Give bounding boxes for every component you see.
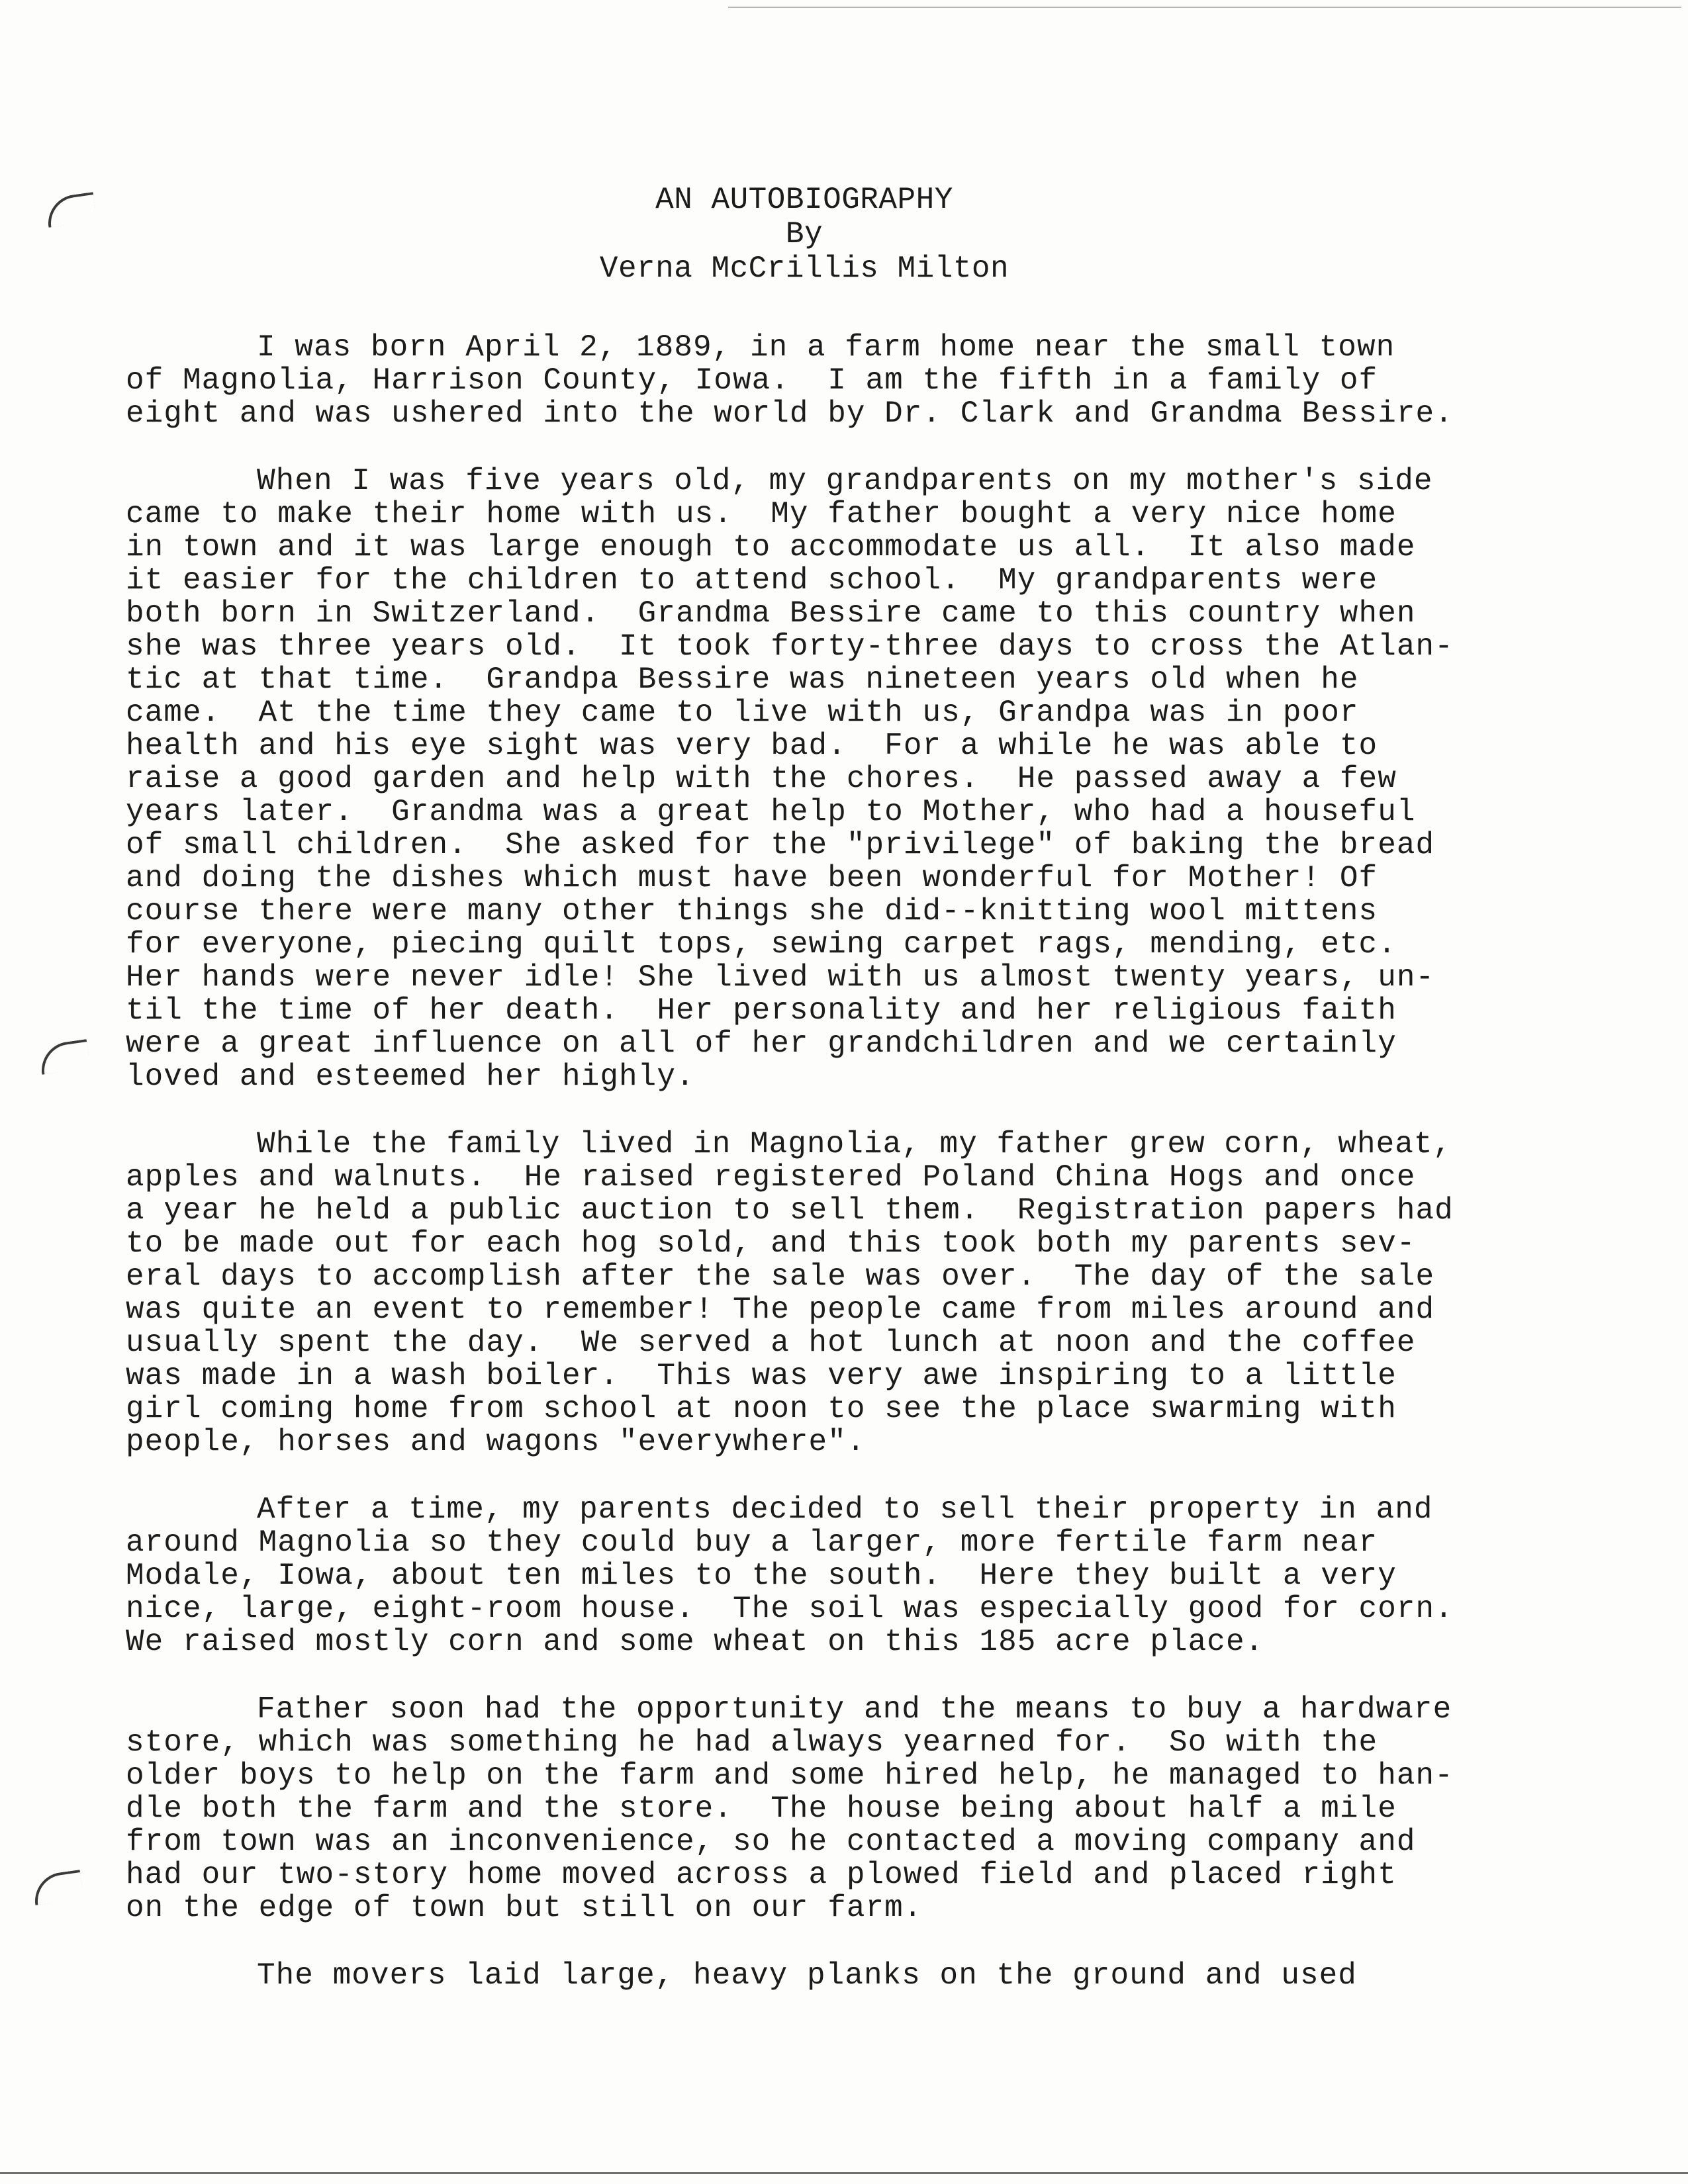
text-line: around Magnolia so they could buy a larger, more fertile farm near xyxy=(126,1525,1378,1560)
text-line: were a great influence on all of her grandchildren and we certainly xyxy=(126,1026,1397,1061)
text-line: While the family lived in Magnolia, my father grew corn, wheat, xyxy=(257,1127,1452,1161)
paragraph xyxy=(126,1959,1529,1992)
text-line: on the edge of town but still on our farm. xyxy=(126,1891,923,1925)
paragraph xyxy=(126,1493,1529,1659)
text-line: raise a good garden and help with the chores. He passed away a few xyxy=(126,762,1397,796)
text-line: dle both the farm and the store. The house being about half a mile xyxy=(126,1792,1397,1826)
byline: By xyxy=(785,217,823,251)
document-body xyxy=(126,331,1529,2026)
text-line: in town and it was large enough to accommodate us all. It also made xyxy=(126,530,1416,565)
text-line: and doing the dishes which must have been wonderful for Mother! Of xyxy=(126,861,1378,895)
author-name: Verna McCrillis Milton xyxy=(599,251,1009,286)
text-line: years later. Grandma was a great help to Mother, who had a houseful xyxy=(126,795,1416,829)
text-line: store, which was something he had always yearned for. So with the xyxy=(126,1725,1378,1760)
text-line: came to make their home with us. My father bought a very nice home xyxy=(126,497,1397,531)
text-line: came. At the time they came to live with us, Grandpa was in poor xyxy=(126,696,1359,730)
text-line: After a time, my parents decided to sell their property in and xyxy=(257,1492,1433,1527)
text-line: both born in Switzerland. Grandma Bessire came to this country when xyxy=(126,596,1416,631)
text-line: usually spent the day. We served a hot lunch at noon and the coffee xyxy=(126,1326,1416,1360)
text-line: apples and walnuts. He raised registered Poland China Hogs and once xyxy=(126,1160,1416,1195)
text-line: course there were many other things she did--knitting wool mittens xyxy=(126,894,1378,929)
text-line: from town was an inconvenience, so he contacted a moving company and xyxy=(126,1825,1416,1859)
text-line: it easier for the children to attend school. My grandparents were xyxy=(126,563,1378,598)
text-line: to be made out for each hog sold, and this took both my parents sev- xyxy=(126,1226,1416,1261)
text-line: tic at that time. Grandpa Bessire was nineteen years old when he xyxy=(126,662,1359,697)
text-line: Father soon had the opportunity and the means to buy a hardware xyxy=(257,1692,1452,1727)
text-line: people, horses and wagons "everywhere". xyxy=(126,1425,866,1459)
margin-mark xyxy=(38,1039,90,1075)
text-line: older boys to help on the farm and some hired help, he managed to han- xyxy=(126,1758,1454,1793)
document-header xyxy=(0,183,1609,286)
text-line: had our two-story home moved across a plowed field and placed right xyxy=(126,1858,1397,1892)
text-line: health and his eye sight was very bad. For a while he was able to xyxy=(126,729,1378,763)
text-line: was made in a wash boiler. This was very awe inspiring to a little xyxy=(126,1359,1397,1393)
text-line: Modale, Iowa, about ten miles to the south. Here they built a very xyxy=(126,1559,1397,1593)
text-line: was quite an event to remember! The people came from miles around and xyxy=(126,1293,1435,1327)
text-line: of Magnolia, Harrison County, Iowa. I am the fifth in a family of xyxy=(126,363,1378,398)
paragraph xyxy=(126,1128,1529,1459)
text-line: Her hands were never idle! She lived with us almost twenty years, un- xyxy=(126,960,1435,995)
text-line: The movers laid large, heavy planks on the ground and used xyxy=(257,1958,1357,1993)
paragraph xyxy=(126,465,1529,1093)
text-line: til the time of her death. Her personality and her religious faith xyxy=(126,993,1397,1028)
text-line: a year he held a public auction to sell them. Registration papers had xyxy=(126,1193,1454,1228)
text-line: eight and was ushered into the world by Dr. Clark and Grandma Bessire. xyxy=(126,396,1454,431)
text-line: of small children. She asked for the "privilege" of baking the bread xyxy=(126,828,1435,862)
bottom-edge-rule xyxy=(0,2172,1688,2174)
text-line: nice, large, eight-room house. The soil was especially good for corn. xyxy=(126,1592,1454,1626)
paragraph xyxy=(126,1693,1529,1925)
text-line: I was born April 2, 1889, in a farm home near the small town xyxy=(257,330,1395,365)
text-line: girl coming home from school at noon to see the place swarming with xyxy=(126,1392,1397,1426)
text-line: she was three years old. It took forty-three days to cross the Atlan- xyxy=(126,629,1454,664)
text-line: When I was five years old, my grandparents on my mother's side xyxy=(257,464,1433,498)
document-title: AN AUTOBIOGRAPHY xyxy=(655,183,953,217)
text-line: for everyone, piecing quilt tops, sewing carpet rags, mending, etc. xyxy=(126,927,1397,962)
text-line: loved and esteemed her highly. xyxy=(126,1060,695,1094)
text-line: We raised mostly corn and some wheat on this 185 acre place. xyxy=(126,1625,1264,1659)
paragraph xyxy=(126,331,1529,430)
margin-mark xyxy=(31,1870,83,1905)
text-line: eral days to accomplish after the sale was over. The day of the sale xyxy=(126,1259,1435,1294)
top-edge-rule xyxy=(728,7,1681,8)
